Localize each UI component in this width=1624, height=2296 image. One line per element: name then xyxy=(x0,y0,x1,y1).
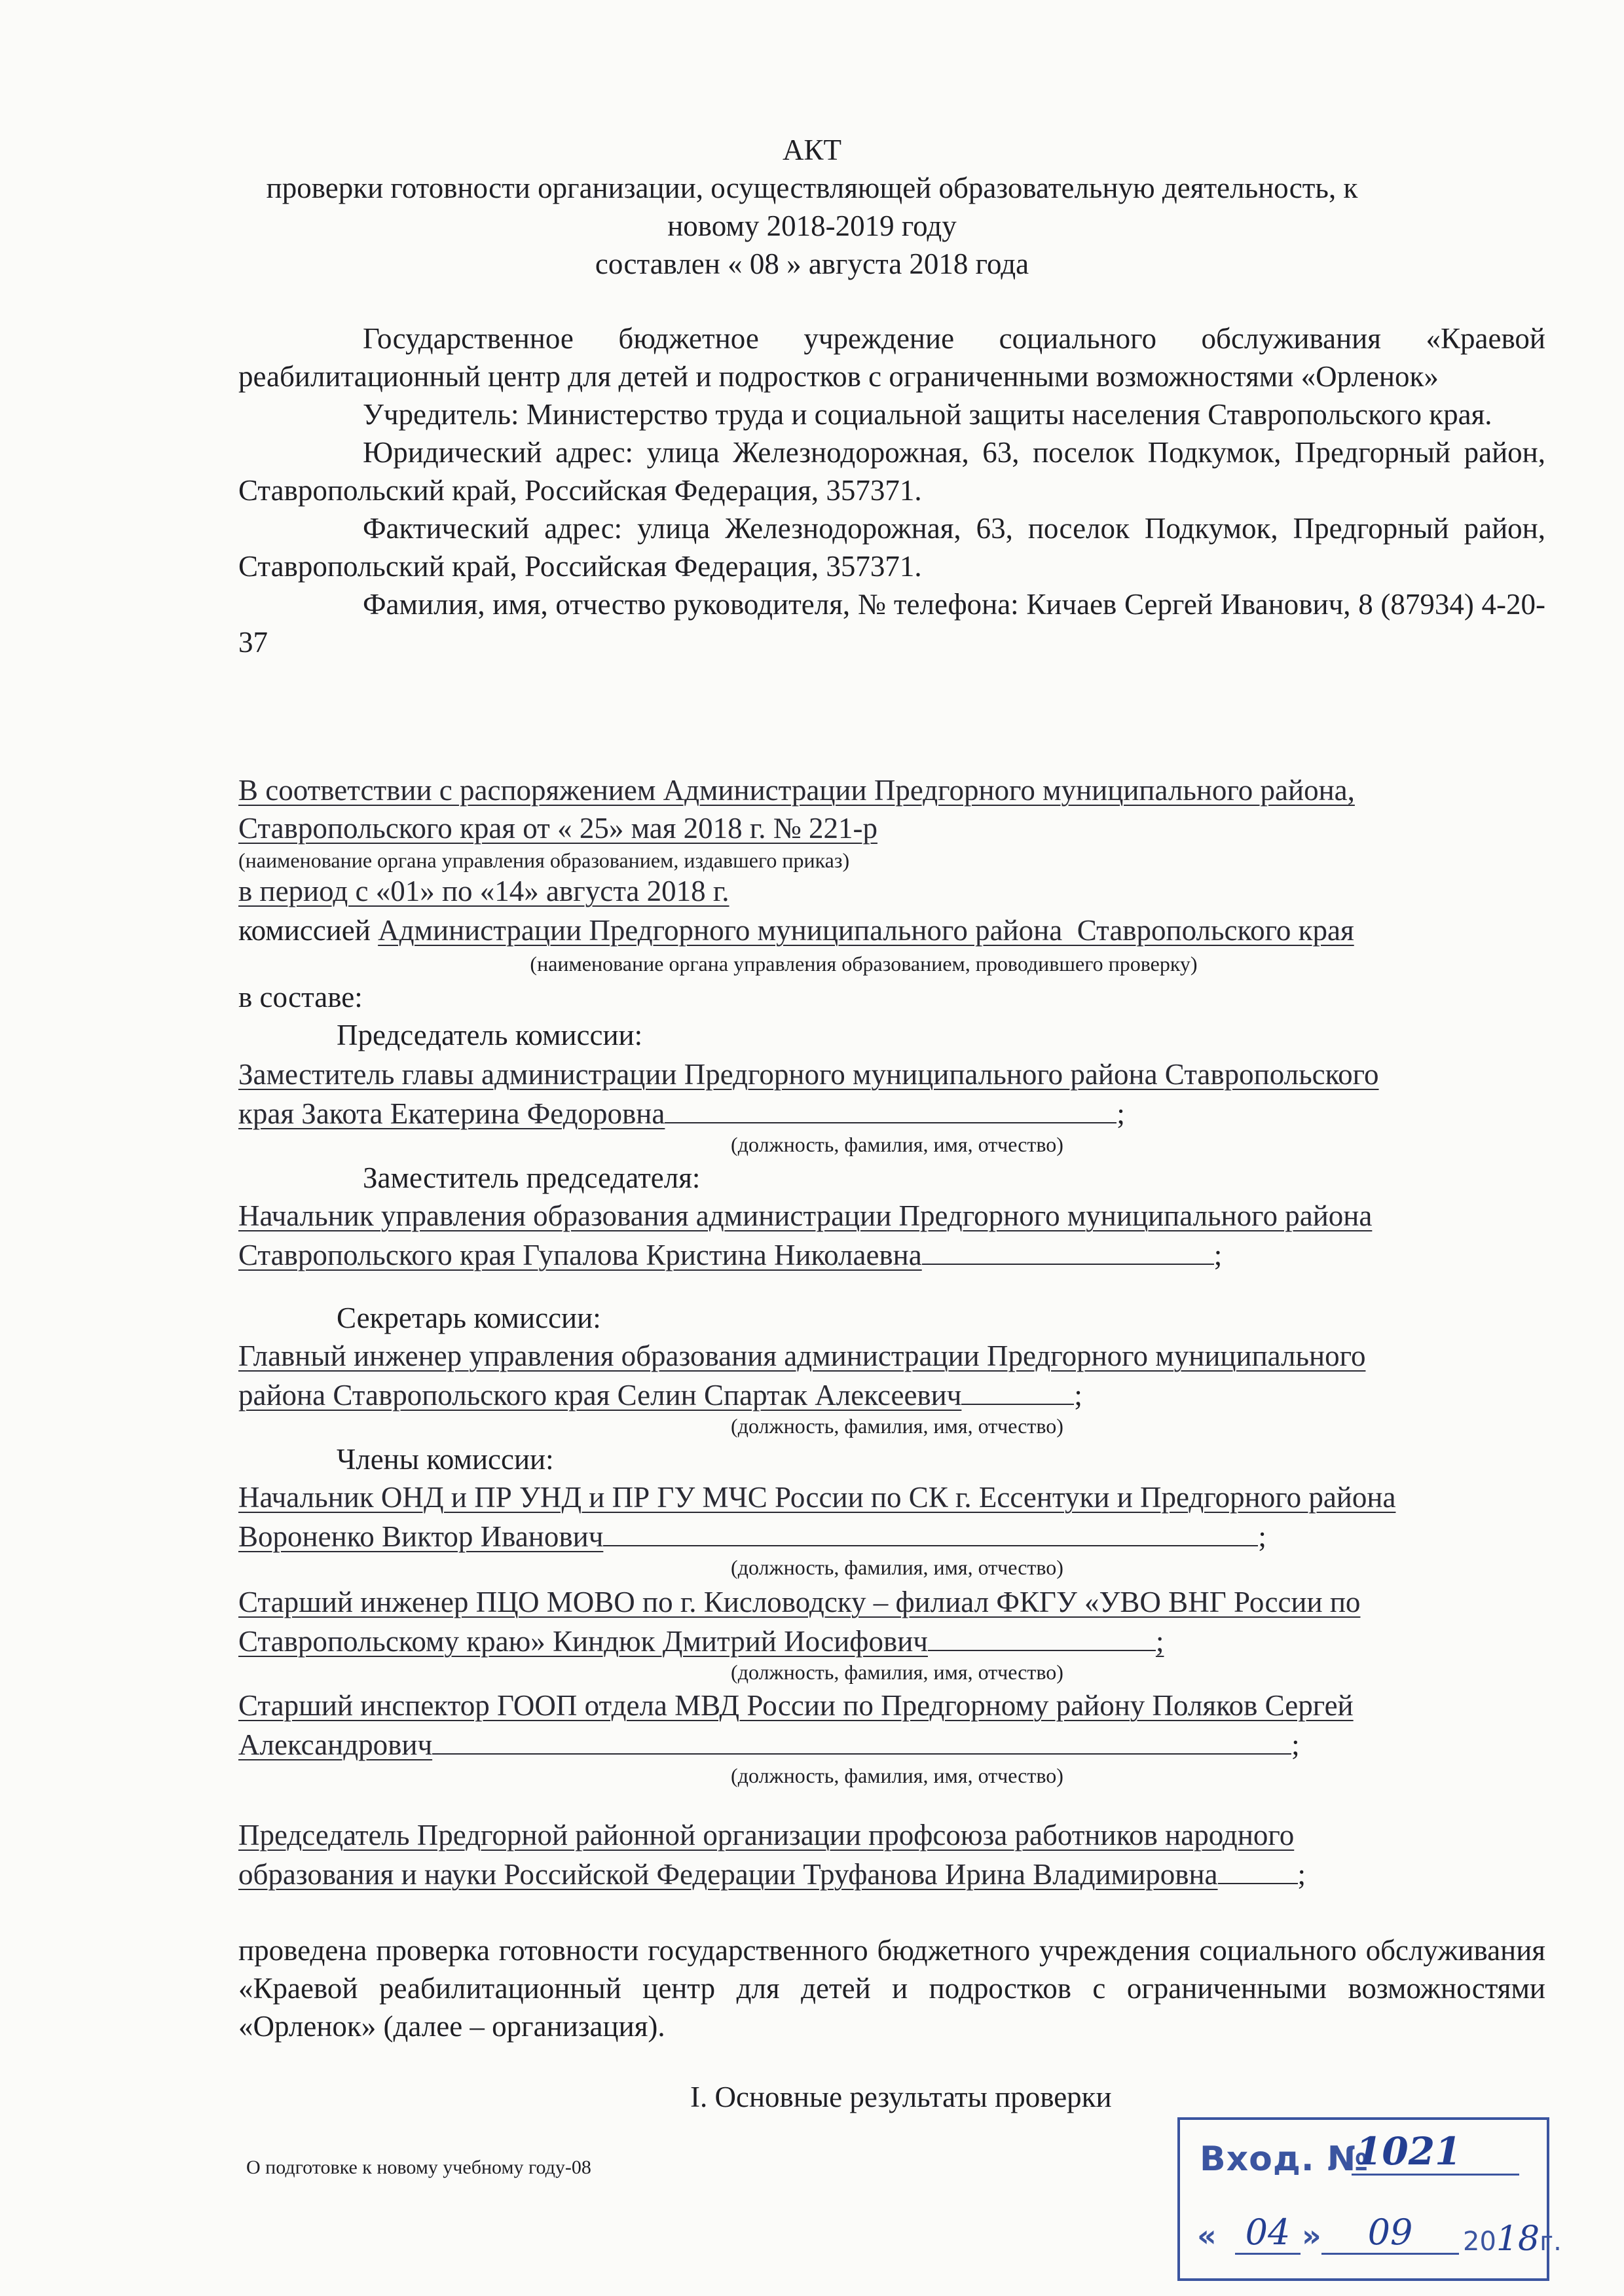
order-line-2: Ставропольского края от « 25» мая 2018 г. № 221-р xyxy=(238,812,877,845)
member-4-line-2: образования и науки Российской Федерации Труфанова Ирина Владимировна xyxy=(238,1858,1218,1891)
commission-line xyxy=(238,911,1354,949)
member-4-block xyxy=(238,1816,1581,1893)
chair-line-2: края Закота Екатерина Федоровна xyxy=(238,1097,665,1130)
document-header xyxy=(105,131,1519,283)
secretary-line-2: района Ставропольского края Селин Спартак Алексеевич xyxy=(238,1379,962,1412)
deputy-line-2: Ставропольского края Гупалова Кристина Николаевна xyxy=(238,1239,922,1271)
member-4-line-1: Председатель Предгорной районной организации профсоюза работников народного xyxy=(238,1819,1295,1851)
deputy-title: Заместитель председателя: xyxy=(363,1161,701,1194)
section-title: I. Основные результаты проверки xyxy=(690,2081,1112,2113)
member-3-block xyxy=(238,1686,1581,1764)
stamp-year-end: г. xyxy=(1540,2227,1562,2257)
member-1-line-1: Начальник ОНД и ПР УНД и ПР ГУ МЧС России по СК г. Ессентуки и Предгорного района xyxy=(238,1481,1396,1514)
chair-block xyxy=(238,1055,1548,1133)
signature-line xyxy=(961,1375,1074,1405)
semicolon: ; xyxy=(1155,1625,1164,1658)
member-3-line-2: Александрович xyxy=(238,1728,433,1761)
header-line-2: новому 2018-2019 году xyxy=(667,210,957,242)
chair-caption: (должность, фамилия, имя, отчество) xyxy=(731,1133,1063,1156)
document-title: АКТ xyxy=(783,134,841,166)
signature-line xyxy=(922,1235,1214,1265)
semicolon: ; xyxy=(1291,1728,1300,1761)
commission-caption: (наименование органа управления образованием, проводившего проверку) xyxy=(530,952,1198,975)
semicolon: ; xyxy=(1297,1858,1306,1891)
signature-line xyxy=(665,1093,1116,1123)
period-line xyxy=(238,872,729,910)
stamp-day: 04 xyxy=(1235,2212,1301,2255)
commission-prefix: комиссией xyxy=(238,914,378,947)
stamp-year xyxy=(1463,2219,1562,2259)
conclusion-paragraph: проведена проверка готовности государственного бюджетного учреждения социального обслуживания «Краевой реабилитационный центр для детей и подростков с ограниченными возможностями «Орленок» (далее – организация). xyxy=(238,1934,1545,2043)
order-section xyxy=(238,771,1548,847)
header-date: составлен « 08 » августа 2018 года xyxy=(595,247,1029,280)
semicolon: ; xyxy=(1213,1239,1223,1271)
semicolon: ; xyxy=(1074,1379,1082,1412)
period-text: в период с «01» по «14» августа 2018 г. xyxy=(238,875,729,907)
deputy-block xyxy=(238,1197,1548,1274)
stamp-number: 1021 xyxy=(1352,2129,1519,2176)
semicolon: ; xyxy=(1258,1520,1266,1553)
signature-line xyxy=(928,1621,1156,1651)
actual-address-paragraph: Фактический адрес: улица Железнодорожная, 63, поселок Подкумок, Предгорный район, Ставропольский край, Российская Федерация, 357371. xyxy=(238,512,1545,583)
signature-line xyxy=(603,1516,1258,1546)
org-name-paragraph: Государственное бюджетное учреждение социального обслуживания «Краевой реабилитационный центр для детей и подростков с ограниченными возможностями «Орленок» xyxy=(238,322,1545,393)
deputy-line-1: Начальник управления образования администрации Предгорного муниципального района xyxy=(238,1199,1373,1232)
stamp-year-prefix: 20 xyxy=(1463,2227,1496,2257)
member-2-block xyxy=(238,1583,1581,1660)
stamp-label: Вход. № xyxy=(1200,2140,1369,2179)
member-3-caption: (должность, фамилия, имя, отчество) xyxy=(731,1764,1063,1787)
legal-address-paragraph: Юридический адрес: улица Железнодорожная, 63, поселок Подкумок, Предгорный район, Ставропольский край, Российская Федерация, 357371. xyxy=(238,436,1545,507)
member-2-caption: (должность, фамилия, имя, отчество) xyxy=(731,1660,1063,1684)
stamp-quote-open: « xyxy=(1197,2218,1217,2253)
head-paragraph: Фамилия, имя, отчество руководителя, № телефона: Кичаев Сергей Иванович, 8 (87934) 4-20-37 xyxy=(238,588,1545,659)
intro-section xyxy=(238,319,1545,661)
stamp-quote-close: » xyxy=(1302,2218,1321,2253)
semicolon: ; xyxy=(1116,1097,1125,1130)
composition-label: в составе: xyxy=(238,981,363,1013)
member-1-caption: (должность, фамилия, имя, отчество) xyxy=(731,1556,1063,1579)
members-title: Члены комиссии: xyxy=(337,1443,554,1476)
incoming-stamp xyxy=(1177,2117,1562,2281)
header-line-1: проверки готовности организации, осуществляющей образовательную деятельность, к xyxy=(266,172,1358,204)
member-1-line-2: Вороненко Виктор Иванович xyxy=(238,1520,604,1553)
signature-line xyxy=(1218,1854,1298,1884)
secretary-block xyxy=(238,1337,1548,1414)
secretary-title: Секретарь комиссии: xyxy=(337,1302,601,1334)
member-1-block xyxy=(238,1478,1581,1556)
signature-line xyxy=(432,1724,1291,1755)
order-line-1: В соответствии с распоряжением Администрации Предгорного муниципального района, xyxy=(238,774,1355,807)
stamp-month: 09 xyxy=(1321,2212,1459,2255)
commission-body: Администрации Предгорного муниципального района Ставропольского края xyxy=(378,914,1354,947)
footer-note: О подготовке к новому учебному году-08 xyxy=(246,2157,591,2178)
member-2-line-2: Ставропольскому краю» Киндюк Дмитрий Иосифович xyxy=(238,1625,928,1658)
member-2-line-1: Старший инженер ПЦО МОВО по г. Кисловодску – филиал ФКГУ «УВО ВНГ России по xyxy=(238,1586,1361,1618)
founder-paragraph: Учредитель: Министерство труда и социальной защиты населения Ставропольского края. xyxy=(363,398,1492,431)
member-3-line-1: Старший инспектор ГООП отдела МВД России по Предгорному району Поляков Сергей xyxy=(238,1689,1354,1722)
chair-line-1: Заместитель главы администрации Предгорного муниципального района Ставропольского xyxy=(238,1058,1379,1091)
secretary-caption: (должность, фамилия, имя, отчество) xyxy=(731,1414,1063,1438)
secretary-line-1: Главный инженер управления образования администрации Предгорного муниципального xyxy=(238,1339,1366,1372)
stamp-year-suffix: 18 xyxy=(1496,2219,1540,2259)
chair-title: Председатель комиссии: xyxy=(337,1019,643,1051)
order-caption: (наименование органа управления образованием, издавшего приказ) xyxy=(238,848,850,872)
